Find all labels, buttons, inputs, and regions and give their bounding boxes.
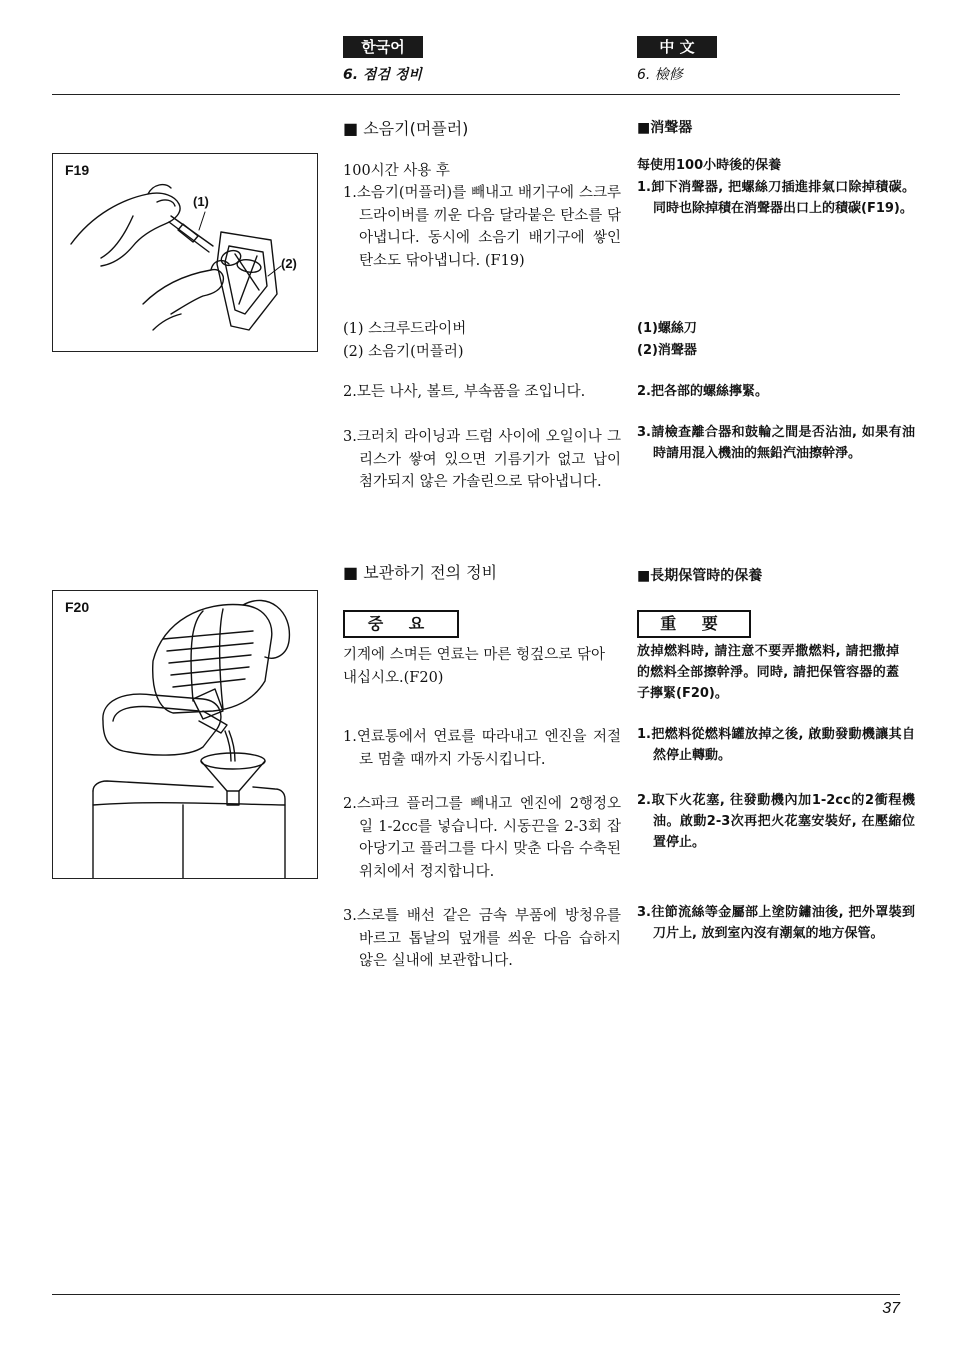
figure-f19-label: F19 [65,162,90,178]
f19-callout-1: (1) [193,194,209,209]
kr-muffler-step-3: 3.크러치 라이닝과 드럼 사이에 오일이나 그리스가 쌓여 있으면 기름기가 없고 납이 첨가되지 않은 가솔린으로 닦아냅니다. [343,429,621,490]
kr-storage-note: 기계에 스며든 연료는 마른 헝겊으로 닦아내십시오.(F20) [343,647,605,686]
zh-muffler-heading: ■消聲器 [637,120,693,136]
f19-callout-2: (2) [281,256,297,271]
header-rule [52,94,900,95]
zh-muffler-step-2: 2.把各部的螺絲擰緊。 [637,384,768,399]
kr-muffler-heading: ■ 소음기(머플러) [343,119,469,138]
korean-section-title: 6. 점검 정비 [343,67,422,83]
zh-storage-step-3: 3.往節流絲等金屬部上塗防鏽油後, 把外罩裝到刀片上, 放到室內沒有潮氣的地方保管。 [637,905,915,941]
kr-important-box: 중 요 [343,610,459,638]
footer-rule [52,1294,900,1295]
zh-storage-note: 放掉燃料時, 請注意不要弄撒燃料, 請把撒掉的燃料全部擦幹淨。同時, 請把保管容器的蓋子擰緊(F20)。 [637,644,899,701]
zh-muffler-part-1: (1)螺絲刀 [637,321,697,336]
zh-storage-step-2: 2.取下火花塞, 往發動機內加1-2cc的2衝程機油。啟動2-3次再把火花塞安裝好, 在壓縮位置停止。 [637,793,915,850]
zh-storage-heading: ■長期保管時的保養 [637,568,763,584]
fuel-draining-illustration [53,591,317,878]
kr-storage-step-3: 3.스로틀 배선 같은 금속 부품에 방청유를 바르고 톱날의 덮개를 씌운 다음 습하지 않은 실내에 보관합니다. [343,908,621,969]
chinese-section-title: 6. 檢修 [637,67,683,83]
zh-muffler-part-2: (2)消聲器 [637,343,697,358]
muffler-cleaning-illustration [53,154,317,351]
kr-storage-step-1: 1.연료통에서 연료를 따라내고 엔진을 저절로 멈출 때까지 가동시킵니다. [343,729,621,768]
kr-storage-step-2: 2.스파크 플러그를 빼내고 엔진에 2행정오일 1-2cc를 넣습니다. 시동끈을 2-3회 잡아당기고 플러그를 다시 맞춘 다음 수축된 위치에서 정지합니다. [343,796,621,880]
figure-f19 [52,153,318,352]
chinese-language-badge: 中 文 [637,36,717,58]
page-number: 37 [882,1300,900,1317]
figure-f20 [52,590,318,879]
figure-f20-label: F20 [65,599,90,615]
zh-muffler-step-3: 3.請檢查離合器和鼓輪之間是否沾油, 如果有油時請用混入機油的無鉛汽油擦幹淨。 [637,425,915,461]
zh-storage-step-1: 1.把燃料從燃料罐放掉之後, 啟動發動機讓其自然停止轉動。 [637,727,915,763]
kr-storage-heading: ■ 보관하기 전의 정비 [343,563,498,582]
zh-muffler-interval: 每使用100小時後的保養 [637,158,782,173]
kr-muffler-step-1: 1.소음기(머플러)를 빼내고 배기구에 스크루드라이버를 끼운 다음 달라붙은 탄소를 닦아냅니다. 동시에 소음기 배기구에 쌓인 탄소도 닦아냅니다. (F19) [343,185,621,269]
korean-language-badge: 한국어 [343,36,423,58]
kr-muffler-interval: 100시간 사용 후 [343,163,450,179]
kr-muffler-part-1: (1) 스크루드라이버 [343,321,467,337]
kr-muffler-step-2: 2.모든 나사, 볼트, 부속품을 조입니다. [343,384,586,400]
kr-muffler-part-2: (2) 소음기(머플러) [343,344,464,360]
zh-muffler-step-1: 1.卸下消聲器, 把螺絲刀插進排氣口除掉積碳。同時也除掉積在消聲器出口上的積碳(F19)。 [637,180,915,216]
zh-important-box: 重 要 [637,610,751,638]
